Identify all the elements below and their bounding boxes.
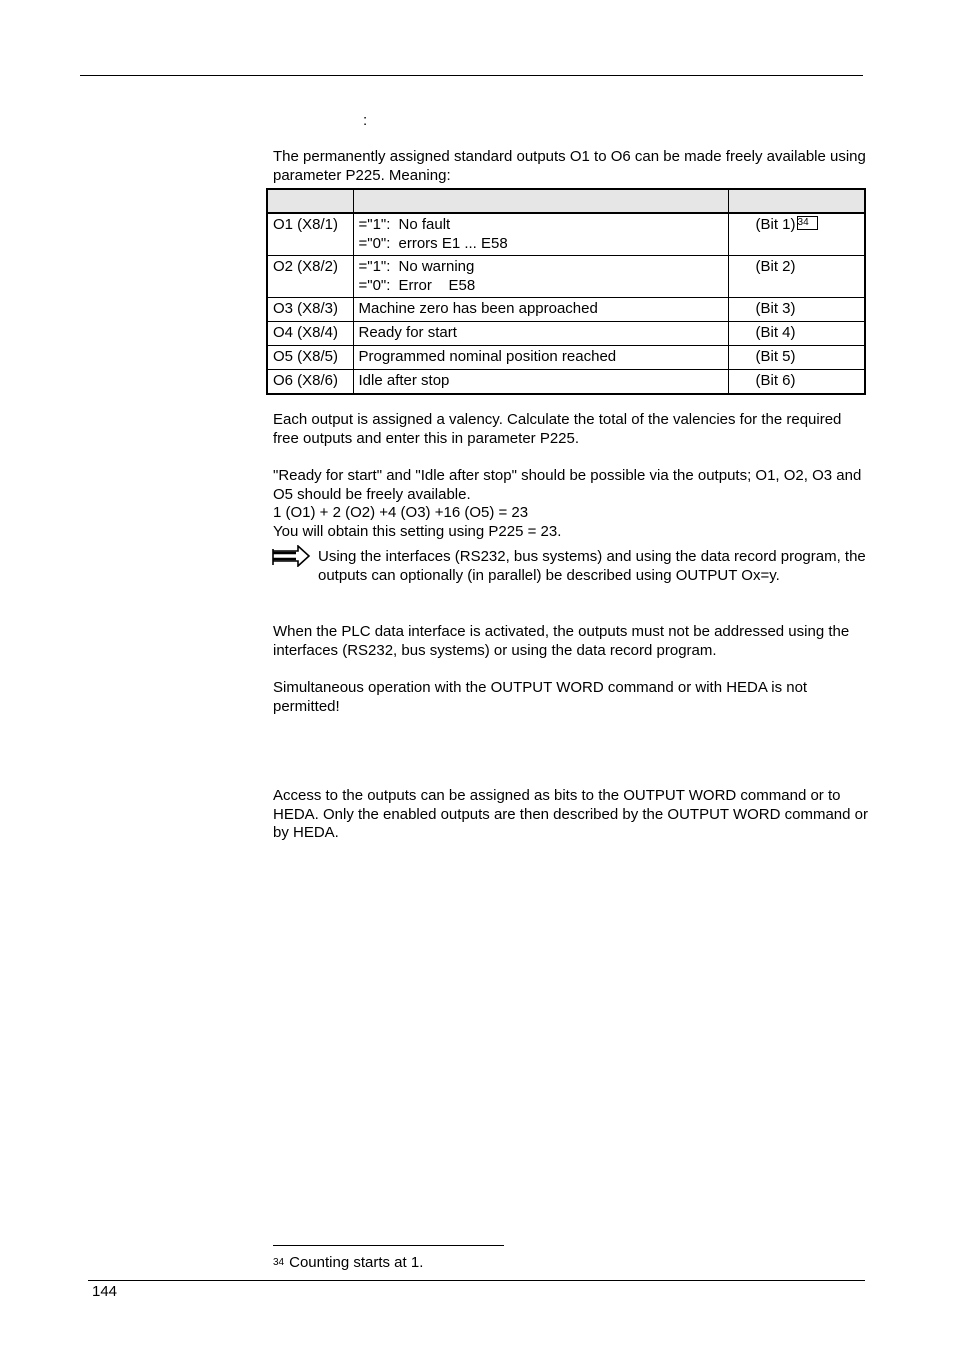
meaning-cell: Ready for start: [353, 322, 728, 346]
table-header-cell: [728, 189, 865, 213]
table-header-cell: [353, 189, 728, 213]
bit-cell: (Bit 6): [728, 370, 865, 395]
state-label: ="1":: [358, 258, 391, 275]
footnote-separator: [273, 1245, 504, 1246]
output-cell: O5 (X8/5): [267, 346, 353, 370]
table-row: [267, 322, 865, 346]
outputs-table: [266, 188, 866, 395]
table-row: [267, 370, 865, 395]
pointing-hand-icon: [271, 545, 313, 567]
table-header-row: [267, 189, 865, 213]
footnote: [273, 1254, 423, 1273]
valency-paragraph: Each output is assigned a valency. Calculate the total of the valencies for the required free outputs and enter this in parameter P225.: [273, 411, 842, 447]
meaning-cell: Idle after stop: [353, 370, 728, 395]
bit-cell: (Bit 5): [728, 346, 865, 370]
table-row: [267, 256, 865, 298]
output-cell: O4 (X8/4): [267, 322, 353, 346]
output-cell: O2 (X8/2): [267, 256, 353, 298]
table-header-cell: [267, 189, 353, 213]
bit-cell: (Bit 2): [728, 256, 865, 298]
example-line-2: 1 (O1) + 2 (O2) +4 (O3) +16 (O5) = 23: [273, 504, 529, 521]
note-text: Using the interfaces (RS232, bus systems) and using the data record program, the outputs can optionally (in parallel) be described using OUTPUT Ox=y.: [318, 548, 866, 584]
output-cell: O1 (X8/1): [267, 213, 353, 256]
meaning-cell: [353, 213, 728, 256]
example-line-1: "Ready for start" and "Idle after stop" should be possible via the outputs; O1, O2, O3 and O5 should be freely available.: [273, 467, 862, 503]
meaning-cell: [353, 256, 728, 298]
page-number: 144: [92, 1283, 118, 1300]
example-line-3: You will obtain this setting using P225 = 23.: [273, 523, 562, 540]
table-row: [267, 298, 865, 322]
state-text: Error E58: [398, 276, 476, 294]
state-label: ="1":: [358, 216, 391, 233]
intro-paragraph: The permanently assigned standard outputs O1 to O6 can be made freely available using parameter P225. Meaning:: [273, 148, 866, 184]
state-text: No warning: [398, 258, 475, 275]
footnote-number: 34: [273, 1257, 285, 1268]
meaning-cell: Machine zero has been approached: [353, 298, 728, 322]
output-cell: O6 (X8/6): [267, 370, 353, 395]
simultaneous-paragraph: Simultaneous operation with the OUTPUT WORD command or with HEDA is not permitted!: [273, 679, 808, 715]
bit-value: (Bit 1): [755, 216, 796, 233]
footnote-reference[interactable]: 34: [797, 216, 818, 230]
state-label: ="0":: [358, 234, 391, 252]
table-row: [267, 346, 865, 370]
state-label: ="0":: [358, 276, 391, 294]
bit-cell: (Bit 3): [728, 298, 865, 322]
access-paragraph: Access to the outputs can be assigned as bits to the OUTPUT WORD command or to HEDA. Only the enabled outputs are then described by the OUTPUT WORD command or by HEDA.: [273, 787, 868, 841]
header-colon: :: [363, 112, 368, 129]
footnote-text: Counting starts at 1.: [289, 1254, 424, 1271]
footer-rule: [88, 1280, 865, 1281]
header-rule: [80, 75, 863, 76]
output-cell: O3 (X8/3): [267, 298, 353, 322]
meaning-cell: Programmed nominal position reached: [353, 346, 728, 370]
state-text: No fault: [398, 216, 451, 233]
state-text: errors E1 ... E58: [398, 234, 508, 252]
table-row: [267, 213, 865, 256]
plc-paragraph: When the PLC data interface is activated, the outputs must not be addressed using the interfaces (RS232, bus systems) or using the data record program.: [273, 623, 850, 659]
bit-cell: [728, 213, 865, 256]
bit-cell: (Bit 4): [728, 322, 865, 346]
